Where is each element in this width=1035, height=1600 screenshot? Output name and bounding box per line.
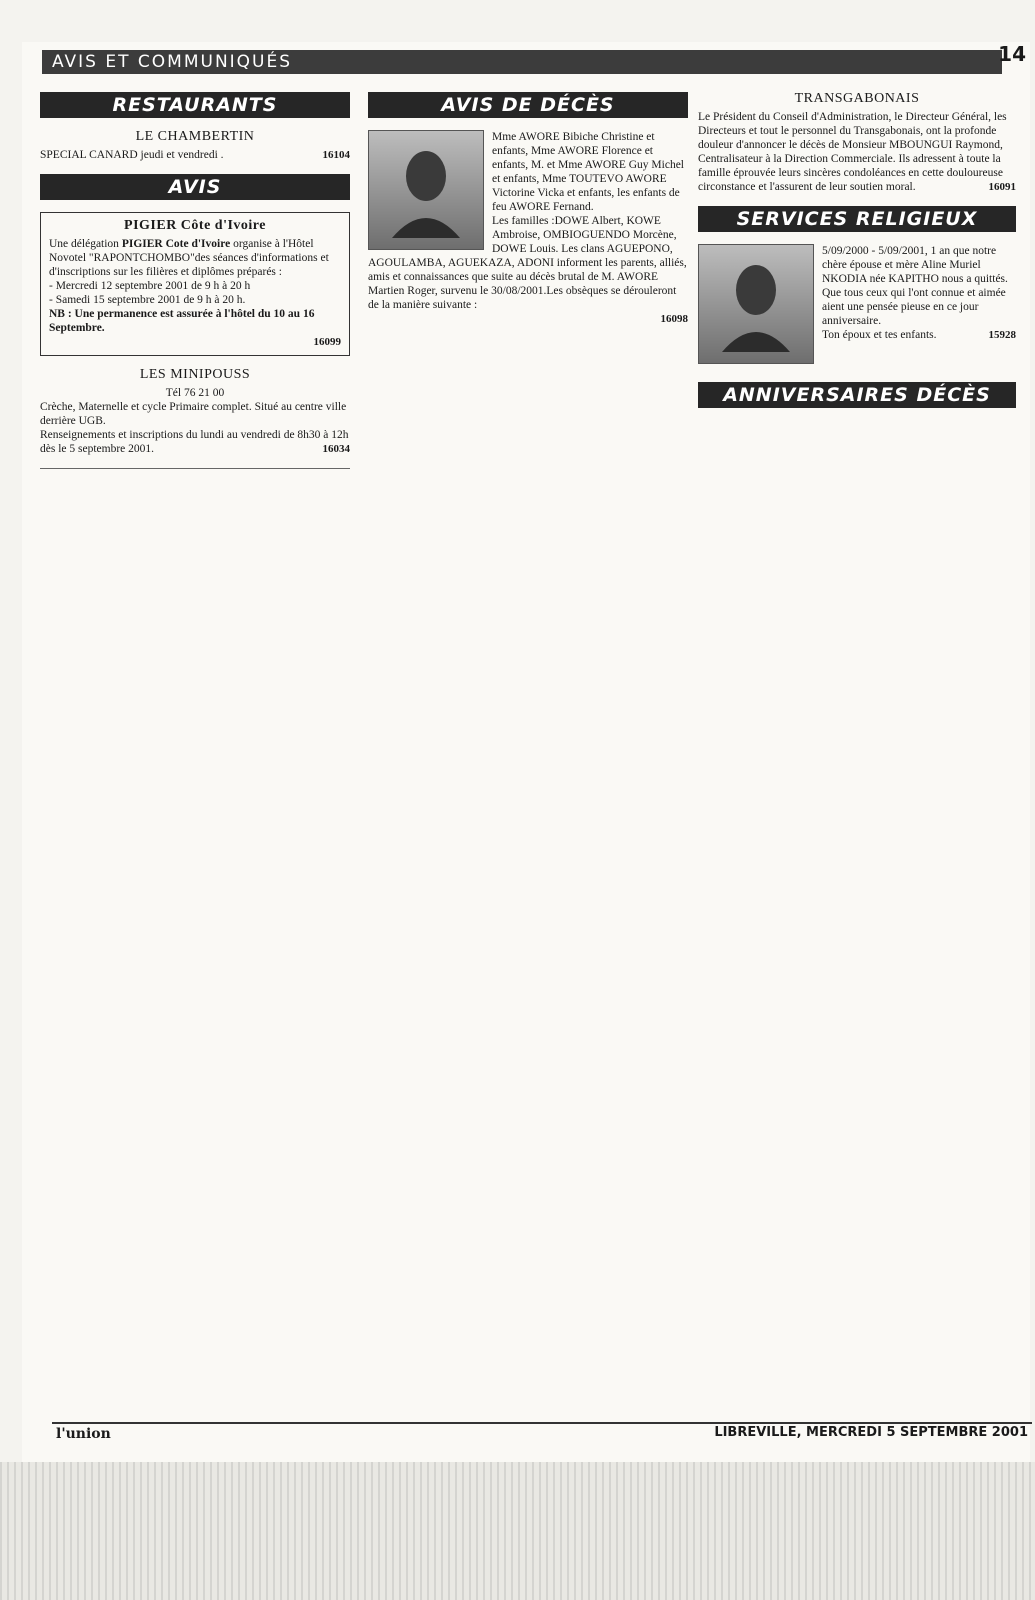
services-religieux-banner: SERVICES RELIGIEUX [698, 206, 1016, 232]
section-title: AVIS ET COMMUNIQUÉS [52, 52, 293, 72]
notice-body: 5/09/2000 - 5/09/2001, 1 an que notre chère épouse et mère Aline Muriel NKODIA née KAPITHO nous a quittés. [822, 245, 1008, 285]
notice-date: - Samedi 15 septembre 2001 de 9 h à 20 h. [49, 294, 246, 306]
portrait-photo [368, 130, 484, 250]
notice-awore [368, 130, 688, 326]
restaurants-banner: RESTAURANTS [40, 92, 350, 118]
newspaper-brand: l'union [56, 1426, 111, 1442]
notice-chambertin [40, 130, 350, 162]
notice-body: SPECIAL CANARD jeudi et vendredi . [40, 149, 224, 161]
column-1 [40, 92, 350, 479]
notice-title: TRANSGABONAIS [794, 91, 920, 106]
notice-ref: 16104 [322, 149, 350, 161]
portrait-icon [716, 256, 796, 352]
notice-nb: NB : Une permanence est assurée à l'hôtel du 10 au 16 Septembre. [49, 308, 315, 334]
notice-ref: 16098 [660, 313, 688, 325]
notice-date: - Mercredi 12 septembre 2001 de 9 h à 20 h [49, 280, 251, 292]
deces-banner: AVIS DE DÉCÈS [368, 92, 688, 118]
notice-body: Crèche, Maternelle et cycle Primaire complet. Situé au centre ville derrière UGB. [40, 401, 347, 427]
notice-service-1 [698, 244, 1016, 370]
notice-ref: 16099 [313, 336, 341, 348]
notice-minipouss [40, 368, 350, 456]
notice-body: Le Président du Conseil d'Administration, le Directeur Général, les Directeurs et tout le personnel du Transgabonais, ont la profonde douleur d'annoncer le décès de Monsieur MBOUNGUI Raymond, Centralisateur à la Direction Commerciale. Ils adressent à toute la famille éprouvée leurs sincères condoléances en cette douloureuse circonstance et l'assurent de leur soutien moral. [698, 111, 1007, 193]
notice-title: LES MINIPOUSS [139, 367, 251, 382]
notice-body: Renseignements et inscriptions du lundi au vendredi de 8h30 à 12h dès le 5 septembre 2001. [40, 429, 349, 455]
notice-body: organise à l'Hôtel Novotel "RAPONTCHOMBO"des séances d'informations et d'inscriptions sur les filières et diplômes préparés : [49, 238, 329, 278]
portrait-photo [698, 244, 814, 364]
page-footer [52, 1422, 1032, 1440]
page-number: 14 [998, 42, 1026, 66]
newspaper-page [22, 42, 1030, 1462]
notice-title: PIGIER Côte d'Ivoire [124, 218, 266, 233]
column-2 [368, 92, 688, 338]
notice-pigier [40, 212, 350, 356]
notice-ref: 16091 [988, 181, 1016, 193]
notice-tel: Tél 76 21 00 [165, 387, 225, 399]
notice-ref: 16034 [322, 443, 350, 455]
section-header-bar [42, 50, 1002, 74]
scan-background-strip [0, 1462, 1035, 1600]
anniversaires-deces-banner: ANNIVERSAIRES DÉCÈS [698, 382, 1016, 408]
notice-body-intro: Une délégation [49, 238, 119, 250]
notice-ref: 15928 [988, 329, 1016, 341]
notice-sign: Ton époux et tes enfants. [822, 329, 937, 341]
notice-title: LE CHAMBERTIN [135, 129, 255, 144]
column-3 [698, 92, 1016, 420]
avis-banner: AVIS [40, 174, 350, 200]
notice-transgabonais [698, 92, 1016, 194]
notice-body: Mme AWORE Bibiche Christine et enfants, Mme AWORE Florence et enfants, M. et Mme AWORE Guy Michel et enfants, Mme TOUTEVO AWORE Victorine Vicka et enfants, les enfants de feu AWORE Fernand. [492, 131, 684, 213]
notice-body: Que tous ceux qui l'ont connue et aimée aient une pensée pieuse en ce jour anniversaire. [822, 287, 1006, 327]
dateline: LIBREVILLE, MERCREDI 5 SEPTEMBRE 2001 [714, 1425, 1028, 1440]
portrait-icon [386, 142, 466, 238]
notice-body-bold: PIGIER Cote d'Ivoire [121, 238, 231, 250]
notice-body: Les familles :DOWE Albert, KOWE Ambroise, OMBIOGUENDO Morcène, DOWE Louis. Les clans AGUEPONO, AGOULAMBA, AGUEKAZA, ADONI informent les parents, alliés, amis et connaissances que suite au décès brutal de M. AWORE Martien Roger, survenu le 30/08/2001.Les obsèques se dérouleront de la manière suivante : [368, 215, 687, 311]
divider [40, 468, 350, 469]
